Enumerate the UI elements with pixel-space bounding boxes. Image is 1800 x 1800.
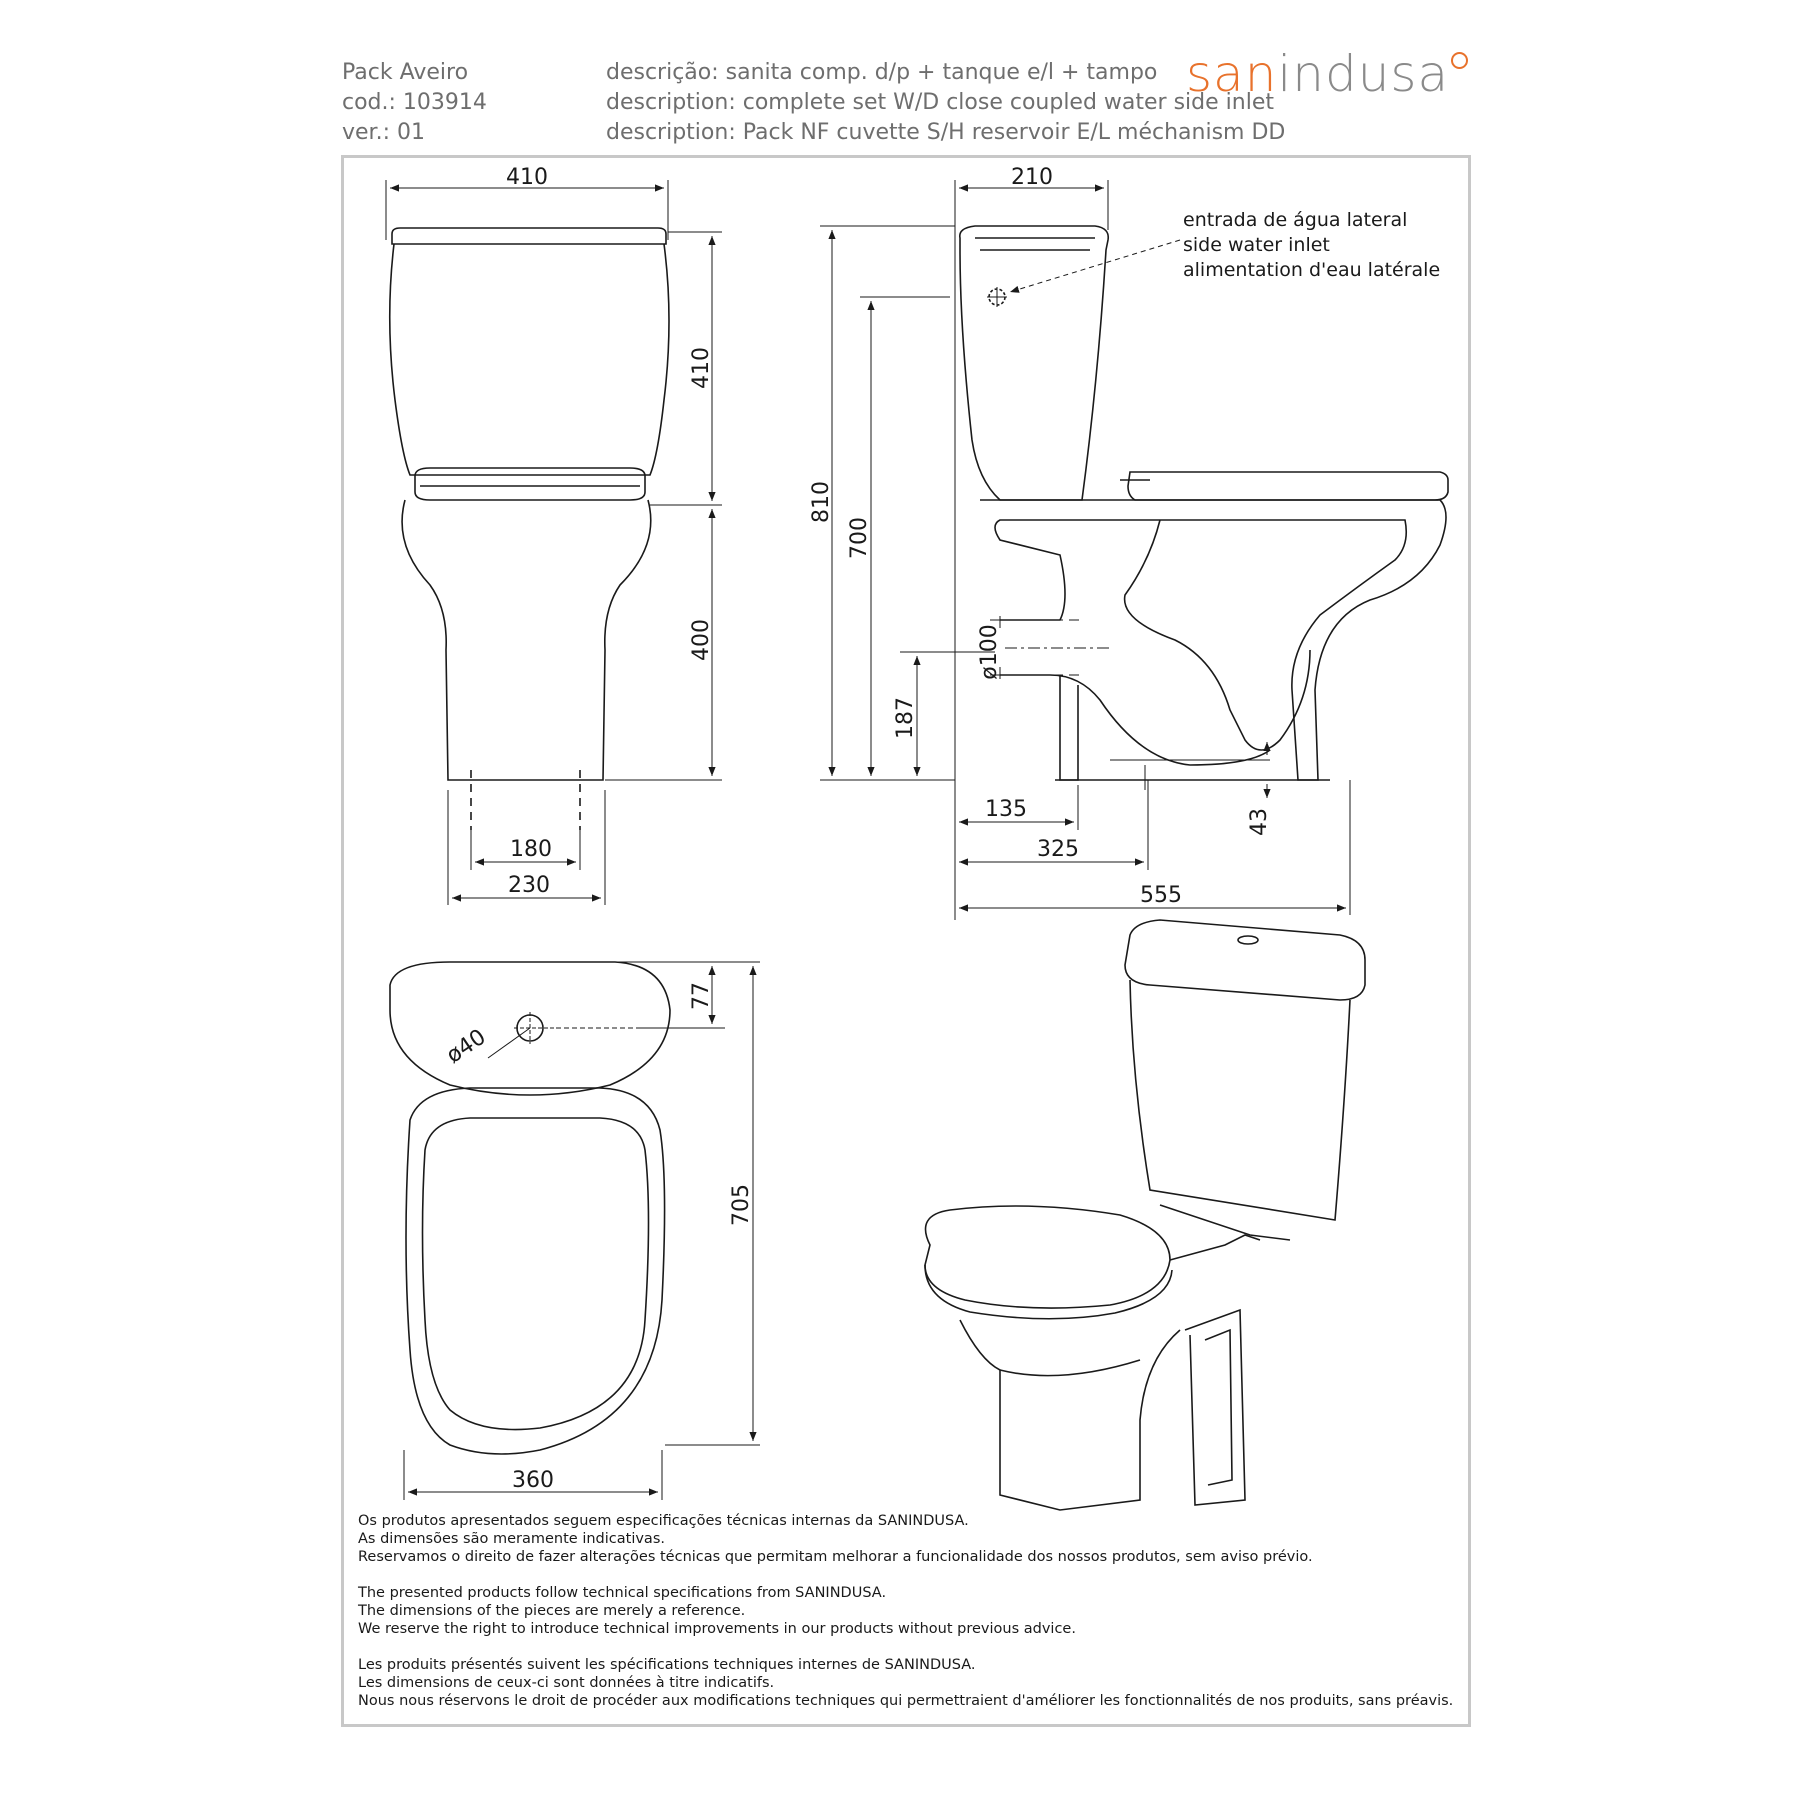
disclaimer-en xyxy=(358,1584,1453,1638)
disclaimer-line: Les produits présentés suivent les spécifications techniques internes de SANINDUSA. xyxy=(358,1657,976,1673)
disclaimer-line: Reservamos o direito de fazer alterações técnicas que permitam melhorar a funcionalidade dos nossos produtos, sem aviso prévio. xyxy=(358,1549,1313,1565)
disclaimer-line: We reserve the right to introduce technical improvements in our products without previous advice. xyxy=(358,1621,1076,1637)
inlet-note-fr: alimentation d'eau latérale xyxy=(1183,259,1441,281)
dim-side-135: 135 xyxy=(985,797,1027,822)
dim-front-tank-height: 410 xyxy=(689,347,714,389)
side-view xyxy=(820,180,1448,920)
dim-top-width: 360 xyxy=(512,1468,554,1493)
dim-top-hole-diameter: ø40 xyxy=(442,1024,491,1069)
disclaimer-line: The dimensions of the pieces are merely a reference. xyxy=(358,1603,746,1619)
perspective-view xyxy=(925,920,1365,1510)
dim-front-base-width: 230 xyxy=(508,873,550,898)
description-en: description: complete set W/D close coupled water side inlet xyxy=(606,90,1274,115)
dim-side-tank-depth: 210 xyxy=(1011,165,1053,190)
inlet-note-en: side water inlet xyxy=(1183,234,1330,256)
dim-side-inlet-height: 700 xyxy=(847,517,872,559)
product-name: Pack Aveiro xyxy=(342,60,469,85)
front-view xyxy=(386,180,722,905)
product-version: ver.: 01 xyxy=(342,120,425,145)
disclaimer-fr xyxy=(358,1656,1453,1710)
disclaimer xyxy=(358,1512,1453,1728)
dim-side-43: 43 xyxy=(1247,808,1272,836)
dim-side-total-depth: 555 xyxy=(1140,883,1182,908)
logo-part-b: indusa xyxy=(1277,45,1450,103)
disclaimer-line: As dimensões são meramente indicativas. xyxy=(358,1531,665,1547)
dim-front-fix-spacing: 180 xyxy=(510,837,552,862)
dim-side-outlet-diameter: ø100 xyxy=(977,624,1002,680)
dim-top-total-depth: 705 xyxy=(729,1184,754,1226)
description-fr: description: Pack NF cuvette S/H reservoir E/L méchanism DD xyxy=(606,120,1286,145)
dim-front-bowl-height: 400 xyxy=(689,619,714,661)
disclaimer-line: Os produtos apresentados seguem especificações técnicas internas da SANINDUSA. xyxy=(358,1513,969,1529)
product-code: cod.: 103914 xyxy=(342,90,487,115)
disclaimer-pt xyxy=(358,1512,1453,1566)
dim-top-hole-offset: 77 xyxy=(689,982,714,1010)
disclaimer-line: The presented products follow technical specifications from SANINDUSA. xyxy=(358,1585,887,1601)
dim-side-total-height: 810 xyxy=(809,481,834,523)
disclaimer-line: Les dimensions de ceux-ci sont données à titre indicatifs. xyxy=(358,1675,775,1691)
description-pt: descrição: sanita comp. d/p + tanque e/l + tampo xyxy=(606,60,1158,85)
dim-side-325: 325 xyxy=(1037,837,1079,862)
disclaimer-line: Nous nous réservons le droit de procéder aux modifications techniques qui permettraient d'améliorer les fonctionnalités de nos produits, sans préavis. xyxy=(358,1693,1454,1709)
dim-side-outlet-height: 187 xyxy=(893,697,918,739)
dim-front-width: 410 xyxy=(506,165,548,190)
inlet-note-pt: entrada de água lateral xyxy=(1183,209,1408,231)
logo-part-a: san xyxy=(1186,45,1278,103)
top-view xyxy=(390,962,760,1500)
